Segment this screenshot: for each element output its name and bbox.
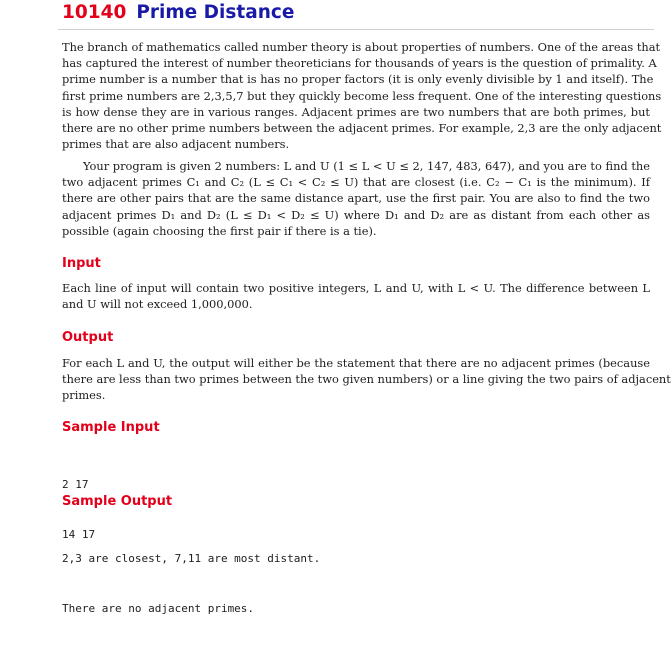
sample-output-line: 2,3 are closest, 7,11 are most distant. [62,552,321,565]
input-line: and U will not exceed 1,000,000. [62,297,253,312]
sample-output-line: There are no adjacent primes. [62,601,255,615]
statement-line: The branch of mathematics called number theory is about properties of numbers. One of the areas that [62,40,661,54]
sample-input-line: 2 17 [62,478,89,491]
problem-title [62,2,294,28]
sample-output-heading: Sample Output [62,494,173,509]
title-divider [58,29,654,30]
output-line: For each L and U, the output will either be the statement that there are no adjacent primes (because [62,356,650,370]
input-description [62,280,650,312]
output-heading: Output [62,330,114,345]
statement-paragraph-1 [62,39,662,152]
statement-line: adjacent primes D₁ and D₂ (L ≤ D₁ < D₂ ≤ U) where D₁ and D₂ are as distant from each other as [62,207,650,222]
input-heading: Input [62,256,101,271]
output-description [62,355,671,404]
sample-input-line: 14 17 [62,527,96,541]
output-line: primes. [62,388,106,403]
statement-line: prime number is a number that is has no proper factors (it is only evenly divisible by 1 and itself). The [62,72,654,87]
statement-line: Your program is given 2 numbers: L and U (1 ≤ L < U ≤ 2, 147, 483, 647), and you are to find the [83,159,650,173]
sample-output-block [62,518,320,650]
statement-line: there are no other prime numbers between the adjacent primes. For example, 2,3 are the only adjacent [62,121,662,136]
statement-paragraph-2 [62,158,650,239]
problem-number: 10140 [62,2,127,23]
input-line: Each line of input will contain two positive integers, L and U, with L < U. The difference between L [62,281,650,295]
output-line: there are less than two primes between the two given numbers) or a line giving the two pairs of adjacent [62,372,671,387]
statement-line: is how dense they are in various ranges. Adjacent primes are two numbers that are both primes, but [62,104,650,119]
statement-line: there are other pairs that are the same distance apart, use the first pair. You are also to find the two [62,191,650,206]
problem-name: Prime Distance [136,2,295,23]
statement-line: has captured the interest of number theoreticians for thousands of years is the question of primality. A [62,56,657,71]
statement-line: first prime numbers are 2,3,5,7 but they quickly become less frequent. One of the interesting questions [62,88,662,103]
statement-line: possible (again choosing the first pair if there is a tie). [62,223,377,238]
statement-line: primes that are also adjacent numbers. [62,137,290,152]
statement-line: two adjacent primes C₁ and C₂ (L ≤ C₁ < C₂ ≤ U) that are closest (i.e. C₂ − C₁ is the minimum). If [62,175,650,190]
sample-input-heading: Sample Input [62,420,160,435]
